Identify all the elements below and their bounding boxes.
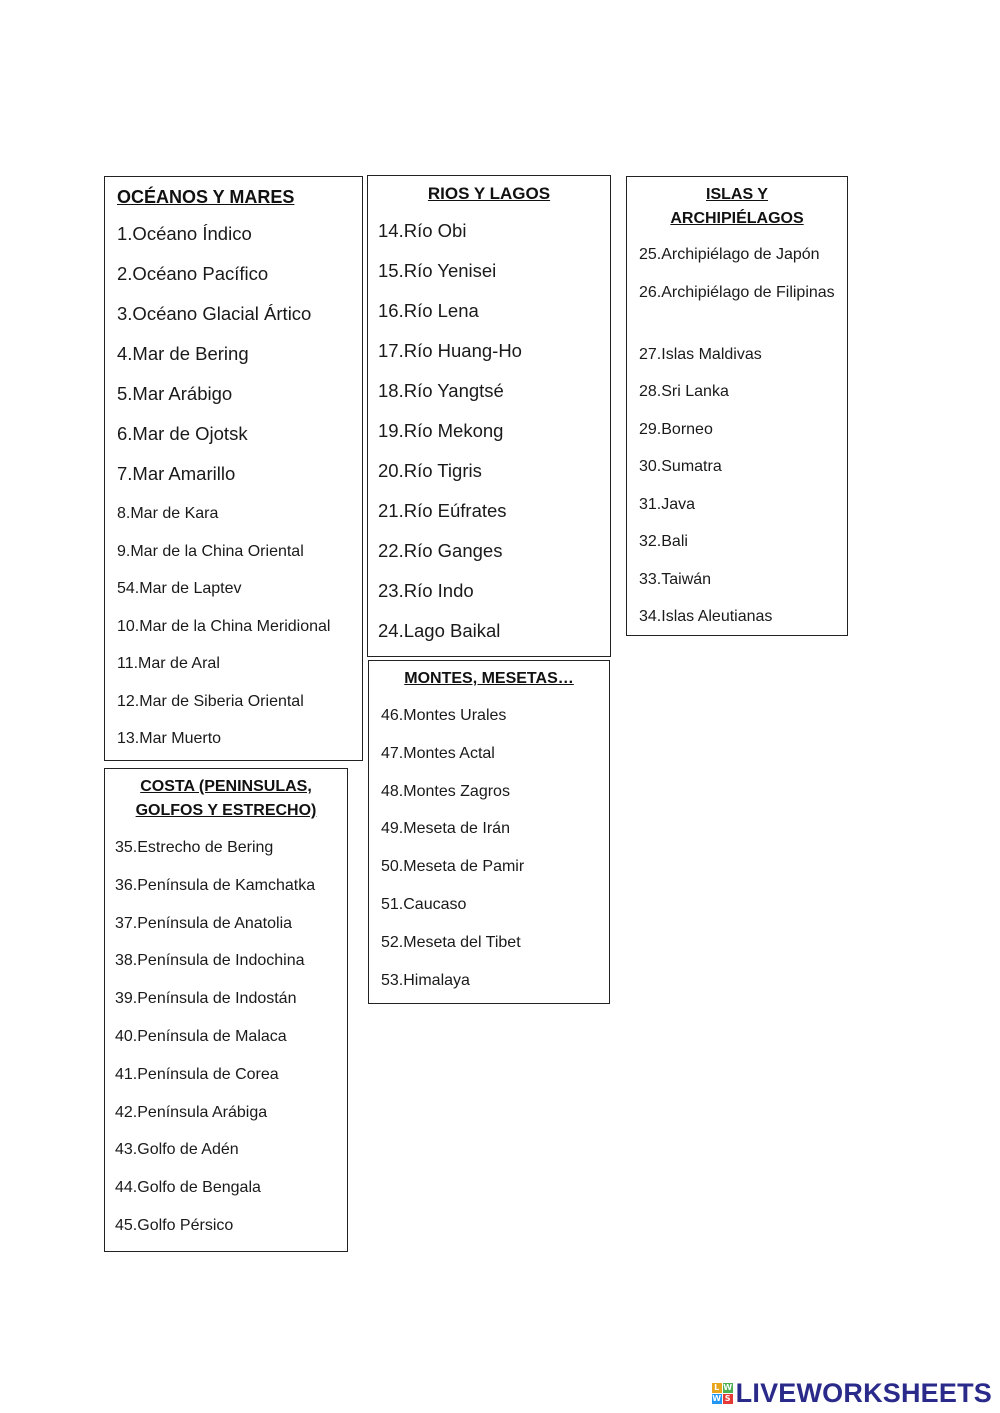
list-item: 19.Río Mekong bbox=[378, 420, 504, 441]
list-item: 5.Mar Arábigo bbox=[117, 383, 233, 404]
list-item: 49.Meseta de Irán bbox=[381, 820, 510, 838]
list-item: 28.Sri Lanka bbox=[639, 383, 729, 400]
costa-list bbox=[115, 835, 337, 1251]
list-item: 41.Península de Corea bbox=[115, 1065, 279, 1083]
logo-square: W bbox=[712, 1394, 722, 1403]
list-item: 30.Sumatra bbox=[639, 458, 722, 475]
costa-title-line1: COSTA (PENINSULAS, bbox=[140, 778, 312, 795]
list-item: 39.Península de Indostán bbox=[115, 990, 297, 1008]
list-item: 11.Mar de Aral bbox=[117, 655, 220, 672]
list-item: 7.Mar Amarillo bbox=[117, 463, 236, 484]
oceanos-box bbox=[104, 176, 363, 761]
list-item: 50.Meseta de Pamir bbox=[381, 858, 525, 876]
list-item: 32.Bali bbox=[639, 533, 688, 550]
list-item: 21.Río Eúfrates bbox=[378, 500, 507, 521]
islas-list bbox=[639, 243, 835, 643]
list-item: 14.Río Obi bbox=[378, 220, 467, 241]
list-item: 25.Archipiélago de Japón bbox=[639, 246, 820, 263]
montes-box bbox=[368, 660, 610, 1004]
list-item: 8.Mar de Kara bbox=[117, 505, 219, 522]
list-item: 54.Mar de Laptev bbox=[117, 580, 242, 597]
list-item: 33.Taiwán bbox=[639, 570, 712, 588]
montes-list bbox=[381, 703, 597, 1005]
logo-square: W bbox=[723, 1383, 733, 1392]
list-item: 9.Mar de la China Oriental bbox=[117, 542, 304, 560]
list-item: 24.Lago Baikal bbox=[378, 620, 501, 641]
list-item: 36.Península de Kamchatka bbox=[115, 876, 316, 894]
costa-box bbox=[104, 768, 348, 1252]
liveworksheets-logo-text: LIVEWORKSHEETS bbox=[735, 1378, 992, 1408]
liveworksheets-logo-icon bbox=[712, 1383, 733, 1404]
list-item: 38.Península de Indochina bbox=[115, 952, 305, 970]
logo-square: L bbox=[712, 1383, 722, 1393]
list-item: 2.Océano Pacífico bbox=[117, 263, 269, 284]
list-item: 45.Golfo Pérsico bbox=[115, 1216, 234, 1234]
list-item: 18.Río Yangtsé bbox=[378, 380, 504, 401]
list-item: 27.Islas Maldivas bbox=[639, 345, 762, 363]
list-item: 20.Río Tigris bbox=[378, 460, 482, 481]
list-item: 43.Golfo de Adén bbox=[115, 1141, 239, 1159]
list-item: 3.Océano Glacial Ártico bbox=[117, 303, 312, 324]
list-item: 16.Río Lena bbox=[378, 300, 479, 321]
logo-square: S bbox=[723, 1394, 733, 1404]
list-item: 26.Archipiélago de Filipinas bbox=[639, 283, 835, 301]
list-item: 44.Golfo de Bengala bbox=[115, 1179, 261, 1197]
costa-title bbox=[115, 775, 337, 823]
oceanos-title: OCÉANOS Y MARES bbox=[117, 187, 295, 207]
list-item: 48.Montes Zagros bbox=[381, 782, 510, 800]
list-item: 52.Meseta del Tibet bbox=[381, 933, 521, 951]
list-item: 29.Borneo bbox=[639, 420, 713, 438]
list-item: 46.Montes Urales bbox=[381, 707, 507, 724]
list-item: 17.Río Huang-Ho bbox=[378, 340, 522, 361]
list-item: 51.Caucaso bbox=[381, 895, 467, 913]
list-item: 37.Península de Anatolia bbox=[115, 914, 293, 932]
liveworksheets-logo[interactable] bbox=[712, 1378, 992, 1409]
oceanos-list bbox=[117, 219, 350, 762]
list-item: 1.Océano Índico bbox=[117, 223, 252, 244]
list-item: 40.Península de Malaca bbox=[115, 1027, 287, 1045]
list-item: 13.Mar Muerto bbox=[117, 730, 222, 747]
rios-box bbox=[367, 175, 611, 657]
costa-title-line2: GOLFOS Y ESTRECHO) bbox=[135, 802, 317, 819]
list-item: 42.Península Arábiga bbox=[115, 1103, 268, 1121]
islas-title: ISLAS Y ARCHIPIÉLAGOS bbox=[670, 186, 804, 227]
list-item: 31.Java bbox=[639, 495, 696, 513]
list-item: 6.Mar de Ojotsk bbox=[117, 423, 248, 444]
list-item: 53.Himalaya bbox=[381, 971, 470, 989]
rios-title: RIOS Y LAGOS bbox=[427, 184, 551, 203]
list-item: 12.Mar de Siberia Oriental bbox=[117, 692, 304, 710]
islas-box bbox=[626, 176, 848, 636]
list-item: 22.Río Ganges bbox=[378, 540, 503, 561]
list-item: 23.Río Indo bbox=[378, 580, 474, 601]
list-item: 4.Mar de Bering bbox=[117, 343, 249, 364]
rios-list bbox=[378, 216, 600, 656]
montes-title: MONTES, MESETAS… bbox=[404, 670, 574, 687]
list-item: 34.Islas Aleutianas bbox=[639, 608, 773, 625]
list-item: 15.Río Yenisei bbox=[378, 260, 497, 281]
list-item: 47.Montes Actal bbox=[381, 744, 495, 762]
list-item: 35.Estrecho de Bering bbox=[115, 839, 274, 856]
list-item: 10.Mar de la China Meridional bbox=[117, 617, 331, 635]
